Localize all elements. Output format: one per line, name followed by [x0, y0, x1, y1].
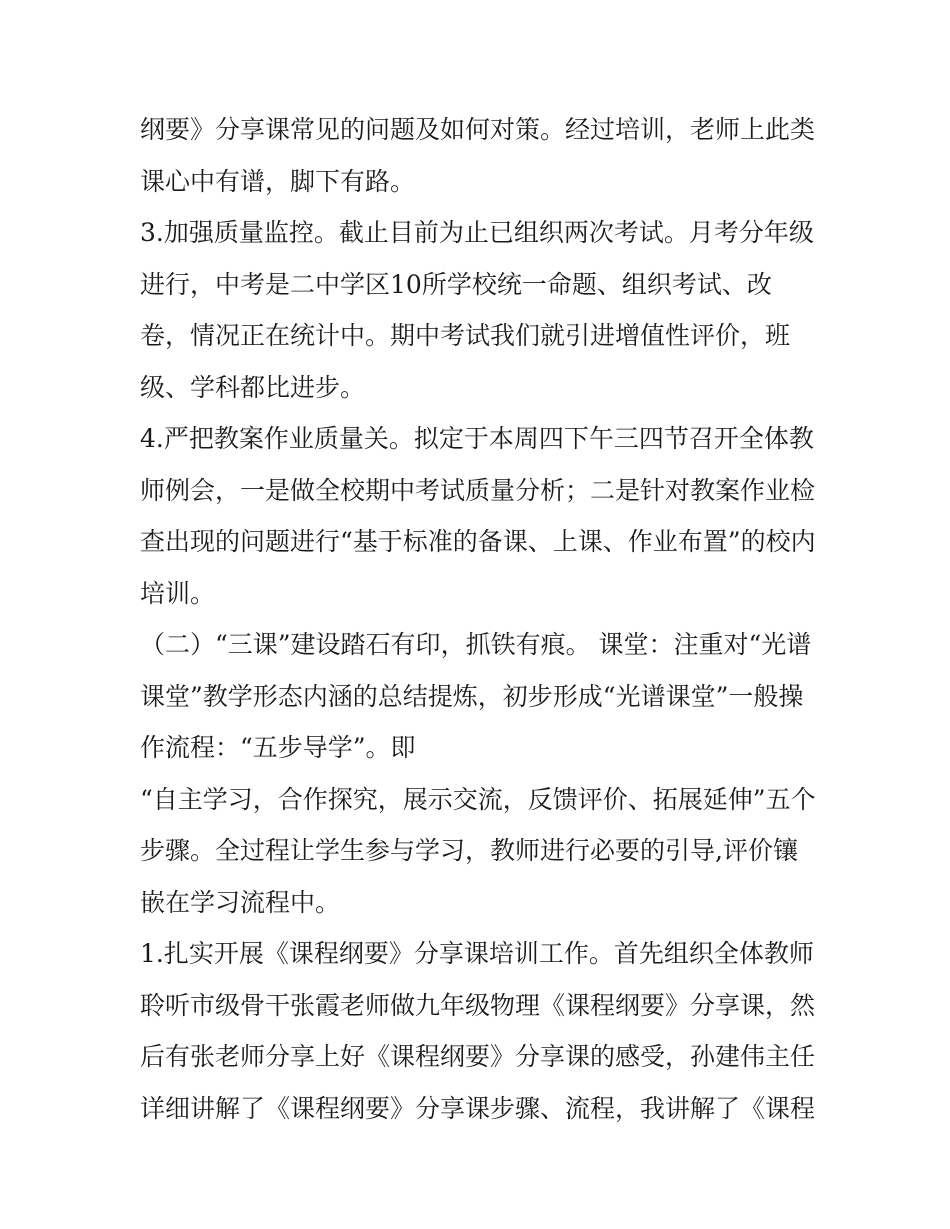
text-line: 4.严把教案作业质量关。拟定于本周四下午三四节召开全体教: [140, 424, 814, 453]
text-line: 卷，情况正在统计中。期中考试我们就引进增值性评价，班: [140, 321, 791, 350]
text-line: 纲要》分享课常见的问题及如何对策。经过培训，老师上此类: [140, 115, 816, 144]
text-line: 详细讲解了《课程纲要》分享课步骤、流程，我讲解了《课程: [140, 1093, 816, 1123]
text-line: “自主学习，合作探究，展示交流，反馈评价、拓展延伸”五个: [140, 784, 816, 814]
text-line: 嵌在学习流程中。: [140, 887, 341, 917]
text-line: 3.加强质量监控。截止目前为止已组织两次考试。月考分年级: [140, 218, 814, 247]
text-line: 查出现的问题进行“基于标准的备课、上课、作业布置”的校内: [140, 527, 816, 556]
text-line: （二）“三课”建设踏石有印，抓铁有痕。 课堂：注重对“光谱: [140, 630, 812, 659]
text-line: 进行，中考是二中学区10所学校统一命题、组织考试、改: [140, 269, 772, 299]
text-line: 步骤。全过程让学生参与学习，教师进行必要的引导,评价镶: [140, 836, 798, 865]
text-line: 作流程：“五步导学”。即: [140, 733, 416, 762]
text-line: 师例会，一是做全校期中考试质量分析；二是针对教案作业检: [140, 475, 816, 505]
text-line: 课堂”教学形态内涵的总结提炼，初步形成“光谱课堂”一般操: [140, 681, 804, 711]
text-line: 课心中有谱，脚下有路。: [140, 166, 416, 196]
text-line: 1.扎实开展《课程纲要》分享课培训工作。首先组织全体教师: [140, 939, 814, 968]
text-line: 级、学科都比进步。: [140, 372, 366, 402]
text-line: 培训。: [140, 578, 216, 608]
text-line: 后有张老师分享上好《课程纲要》分享课的感受，孙建伟主任: [140, 1042, 816, 1071]
document-body: [140, 104, 820, 1134]
text-line: 聆听市级骨干张霞老师做九年级物理《课程纲要》分享课，然: [140, 990, 816, 1020]
